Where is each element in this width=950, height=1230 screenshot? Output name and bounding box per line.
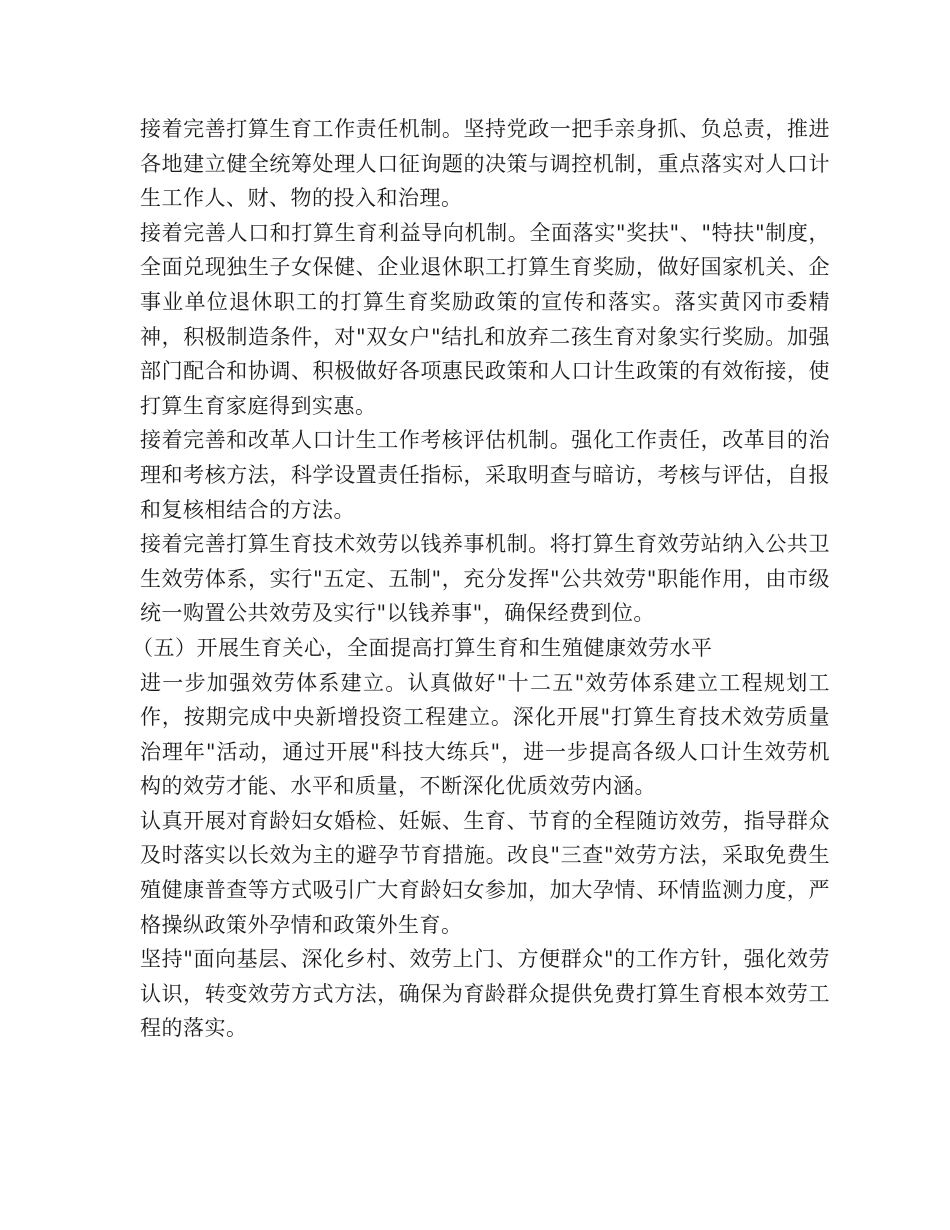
document-body <box>132 112 830 1046</box>
paragraph-assessment-mechanism: 接着完善和改革人口计生工作考核评估机制。强化工作责任，改革目的治理和考核方法，科学设置责任指标，采取明查与暗访，考核与评估，自报和复核相结合的方法。 <box>140 428 830 522</box>
paragraph-service-system: 进一步加强效劳体系建立。认真做好"十二五"效劳体系建立工程规划工作，按期完成中央新增投资工程建立。深化开展"打算生育技术效劳质量治理年"活动，通过开展"科技大练兵"，进一步提高各级人口计生效劳机构的效劳才能、水平和质量，不断深化优质效劳内涵。 <box>140 670 830 799</box>
paragraph-technical-service-mechanism: 接着完善打算生育技术效劳以钱养事机制。将打算生育效劳站纳入公共卫生效劳体系，实行"五定、五制"，充分发挥"公共效劳"职能作用，由市级统一购置公共效劳及实行"以钱养事"，确保经费到位。 <box>140 532 830 626</box>
paragraph-interest-guidance-mechanism: 接着完善人口和打算生育利益导向机制。全面落实"奖扶"、"特扶"制度，全面兑现独生子女保健、企业退休职工打算生育奖励，做好国家机关、企事业单位退休职工的打算生育奖励政策的宣传和落实。落实黄冈市委精神，积极制造条件，对"双女户"结扎和放弃二孩生育对象实行奖励。加强部门配合和协调、积极做好各项惠民政策和人口计生政策的有效衔接，使打算生育家庭得到实惠。 <box>140 220 830 418</box>
section-heading-five: （五）开展生育关心，全面提高打算生育和生殖健康效劳水平 <box>132 635 713 660</box>
paragraph-grassroots-policy: 坚持"面向基层、深化乡村、效劳上门、方便群众"的工作方针，强化效劳认识，转变效劳方式方法，确保为育龄群众提供免费打算生育根本效劳工程的落实。 <box>140 947 830 1041</box>
paragraph-responsibility-mechanism: 接着完善打算生育工作责任机制。坚持党政一把手亲身抓、负总责，推进各地建立健全统筹处理人口征询题的决策与调控机制，重点落实对人口计生工作人、财、物的投入和治理。 <box>140 117 830 211</box>
paragraph-follow-up-service: 认真开展对育龄妇女婚检、妊娠、生育、节育的全程随访效劳，指导群众及时落实以长效为主的避孕节育措施。改良"三查"效劳方法，采取免费生殖健康普查等方式吸引广大育龄妇女参加，加大孕情、环情监测力度，严格操纵政策外孕情和政策外生育。 <box>140 808 830 937</box>
